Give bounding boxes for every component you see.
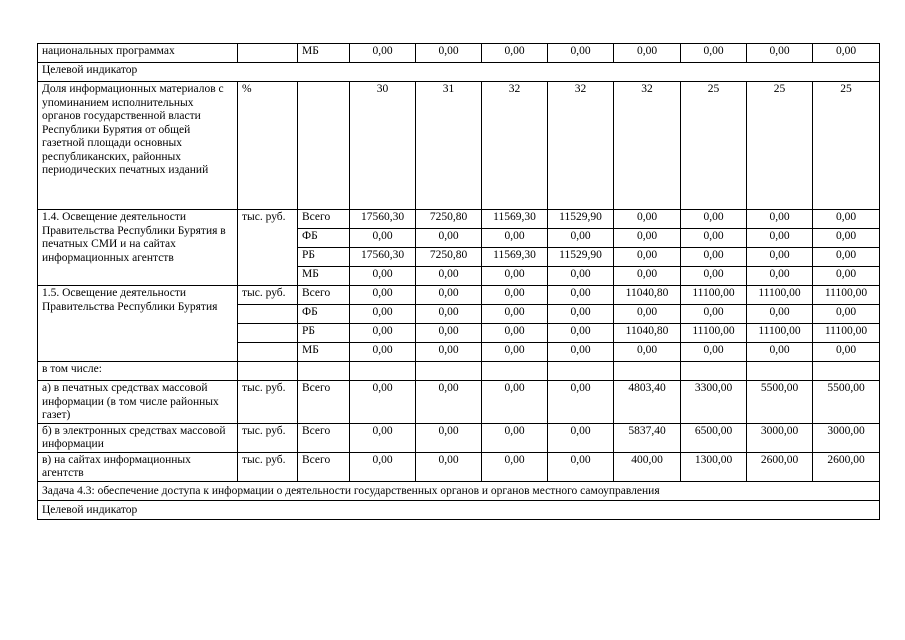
value-cell: 0,00 (416, 381, 482, 424)
table-row (38, 452, 880, 481)
table-row (38, 481, 880, 500)
value-cell: 0,00 (350, 286, 416, 305)
row-unit-empty (238, 343, 298, 362)
funding-source: ФБ (298, 229, 350, 248)
value-cell: 0,00 (482, 452, 548, 481)
value-cell: 0,00 (747, 267, 813, 286)
funding-source: Всего (298, 381, 350, 424)
funding-source: Всего (298, 452, 350, 481)
value-cell: 0,00 (813, 44, 880, 63)
value-cell: 0,00 (482, 343, 548, 362)
value-cell: 0,00 (350, 381, 416, 424)
table-row (38, 44, 880, 63)
table-row (38, 286, 880, 305)
value-cell: 0,00 (681, 229, 747, 248)
funding-source (298, 82, 350, 210)
activity-name: 1.4. Освещение деятельности Правительства Республики Бурятия в печатных СМИ и на сайтах информационных агентств (38, 210, 238, 286)
activity-name: 1.5. Освещение деятельности Правительства Республики Бурятия (38, 286, 238, 362)
value-cell: 0,00 (350, 267, 416, 286)
value-cell: 32 (548, 82, 614, 210)
funding-source: МБ (298, 267, 350, 286)
value-cell: 11100,00 (681, 324, 747, 343)
value-cell: 0,00 (350, 229, 416, 248)
value-cell: 0,00 (416, 267, 482, 286)
value-cell: 2600,00 (813, 452, 880, 481)
sub-activity-name: б) в электронных средствах массовой информации (38, 423, 238, 452)
value-cell: 0,00 (747, 343, 813, 362)
value-cell: 0,00 (482, 44, 548, 63)
value-cell: 0,00 (813, 343, 880, 362)
value-cell: 0,00 (416, 305, 482, 324)
indicator-heading: Целевой индикатор (38, 500, 880, 519)
including-label: в том числе: (38, 362, 238, 381)
empty-cell (482, 362, 548, 381)
funding-source: ФБ (298, 305, 350, 324)
row-unit: % (238, 82, 298, 210)
value-cell: 11569,30 (482, 248, 548, 267)
table-row (38, 500, 880, 519)
value-cell: 6500,00 (681, 423, 747, 452)
value-cell: 0,00 (681, 210, 747, 229)
value-cell: 0,00 (813, 305, 880, 324)
value-cell: 5500,00 (747, 381, 813, 424)
value-cell: 11040,80 (614, 324, 681, 343)
value-cell: 11569,30 (482, 210, 548, 229)
sub-activity-name: в) на сайтах информационных агентств (38, 452, 238, 481)
value-cell: 25 (681, 82, 747, 210)
empty-cell (681, 362, 747, 381)
value-cell: 1300,00 (681, 452, 747, 481)
value-cell: 0,00 (747, 44, 813, 63)
value-cell: 0,00 (482, 381, 548, 424)
row-unit-empty (238, 305, 298, 324)
value-cell: 0,00 (548, 229, 614, 248)
funding-source: МБ (298, 44, 350, 63)
value-cell: 5837,40 (614, 423, 681, 452)
value-cell: 0,00 (482, 286, 548, 305)
value-cell: 5500,00 (813, 381, 880, 424)
value-cell: 2600,00 (747, 452, 813, 481)
empty-cell (416, 362, 482, 381)
empty-cell (548, 362, 614, 381)
value-cell: 32 (482, 82, 548, 210)
value-cell: 25 (747, 82, 813, 210)
value-cell: 3000,00 (813, 423, 880, 452)
value-cell: 11529,90 (548, 248, 614, 267)
value-cell: 0,00 (416, 452, 482, 481)
value-cell: 0,00 (747, 229, 813, 248)
value-cell: 0,00 (614, 229, 681, 248)
value-cell: 0,00 (614, 343, 681, 362)
value-cell: 0,00 (350, 423, 416, 452)
value-cell: 11040,80 (614, 286, 681, 305)
row-name: национальных программах (38, 44, 238, 63)
row-unit (238, 44, 298, 63)
value-cell: 0,00 (350, 452, 416, 481)
value-cell: 4803,40 (614, 381, 681, 424)
value-cell: 0,00 (548, 343, 614, 362)
value-cell: 3300,00 (681, 381, 747, 424)
sub-activity-name: а) в печатных средствах массовой информации (в том числе районных газет) (38, 381, 238, 424)
task-heading: Задача 4.3: обеспечение доступа к информации о деятельности государственных органов и органов местного самоуправления (38, 481, 880, 500)
value-cell: 0,00 (747, 305, 813, 324)
table-row (38, 381, 880, 424)
value-cell: 0,00 (482, 423, 548, 452)
table-row (38, 82, 880, 210)
value-cell: 0,00 (482, 267, 548, 286)
empty-cell (298, 362, 350, 381)
table-row (38, 63, 880, 82)
value-cell: 0,00 (350, 324, 416, 343)
value-cell: 11100,00 (681, 286, 747, 305)
row-unit: тыс. руб. (238, 381, 298, 424)
funding-source: Всего (298, 286, 350, 305)
value-cell: 0,00 (548, 305, 614, 324)
value-cell: 0,00 (548, 44, 614, 63)
funding-source: Всего (298, 423, 350, 452)
empty-cell (614, 362, 681, 381)
value-cell: 0,00 (681, 267, 747, 286)
indicator-name: Доля информационных материалов с упоминанием исполнительных органов государственной власти Республики Бурятия от общей газетной площади основных республиканских, районных периодических печатных изданий (38, 82, 238, 210)
value-cell: 0,00 (548, 324, 614, 343)
funding-source: РБ (298, 248, 350, 267)
value-cell: 0,00 (813, 248, 880, 267)
value-cell: 0,00 (681, 305, 747, 324)
value-cell: 0,00 (813, 210, 880, 229)
value-cell: 0,00 (614, 44, 681, 63)
row-unit: тыс. руб. (238, 452, 298, 481)
value-cell: 30 (350, 82, 416, 210)
empty-cell (238, 362, 298, 381)
value-cell: 0,00 (416, 423, 482, 452)
table-row (38, 423, 880, 452)
value-cell: 0,00 (548, 381, 614, 424)
value-cell: 0,00 (681, 248, 747, 267)
row-unit: тыс. руб. (238, 210, 298, 286)
value-cell: 0,00 (350, 305, 416, 324)
value-cell: 17560,30 (350, 210, 416, 229)
value-cell: 0,00 (548, 452, 614, 481)
value-cell: 0,00 (548, 286, 614, 305)
value-cell: 11100,00 (813, 286, 880, 305)
value-cell: 17560,30 (350, 248, 416, 267)
value-cell: 0,00 (350, 44, 416, 63)
value-cell: 0,00 (482, 229, 548, 248)
empty-cell (747, 362, 813, 381)
value-cell: 0,00 (416, 343, 482, 362)
table-row (38, 362, 880, 381)
program-funding-table (37, 43, 880, 520)
value-cell: 400,00 (614, 452, 681, 481)
value-cell: 0,00 (813, 229, 880, 248)
value-cell: 0,00 (681, 343, 747, 362)
value-cell: 3000,00 (747, 423, 813, 452)
value-cell: 0,00 (614, 210, 681, 229)
value-cell: 11529,90 (548, 210, 614, 229)
empty-cell (813, 362, 880, 381)
row-unit: тыс. руб. (238, 423, 298, 452)
funding-source: МБ (298, 343, 350, 362)
value-cell: 0,00 (614, 248, 681, 267)
value-cell: 25 (813, 82, 880, 210)
indicator-heading: Целевой индикатор (38, 63, 880, 82)
value-cell: 0,00 (548, 423, 614, 452)
value-cell: 0,00 (548, 267, 614, 286)
row-unit-empty (238, 324, 298, 343)
row-unit: тыс. руб. (238, 286, 298, 305)
value-cell: 11100,00 (813, 324, 880, 343)
value-cell: 0,00 (614, 305, 681, 324)
value-cell: 7250,80 (416, 210, 482, 229)
funding-source: РБ (298, 324, 350, 343)
value-cell: 0,00 (614, 267, 681, 286)
value-cell: 11100,00 (747, 324, 813, 343)
value-cell: 32 (614, 82, 681, 210)
value-cell: 0,00 (747, 210, 813, 229)
value-cell: 0,00 (416, 324, 482, 343)
value-cell: 7250,80 (416, 248, 482, 267)
value-cell: 0,00 (416, 44, 482, 63)
value-cell: 31 (416, 82, 482, 210)
value-cell: 0,00 (416, 286, 482, 305)
value-cell: 0,00 (482, 324, 548, 343)
value-cell: 0,00 (813, 267, 880, 286)
table-row (38, 210, 880, 229)
value-cell: 11100,00 (747, 286, 813, 305)
value-cell: 0,00 (747, 248, 813, 267)
value-cell: 0,00 (482, 305, 548, 324)
value-cell: 0,00 (681, 44, 747, 63)
funding-source: Всего (298, 210, 350, 229)
value-cell: 0,00 (350, 343, 416, 362)
empty-cell (350, 362, 416, 381)
value-cell: 0,00 (416, 229, 482, 248)
